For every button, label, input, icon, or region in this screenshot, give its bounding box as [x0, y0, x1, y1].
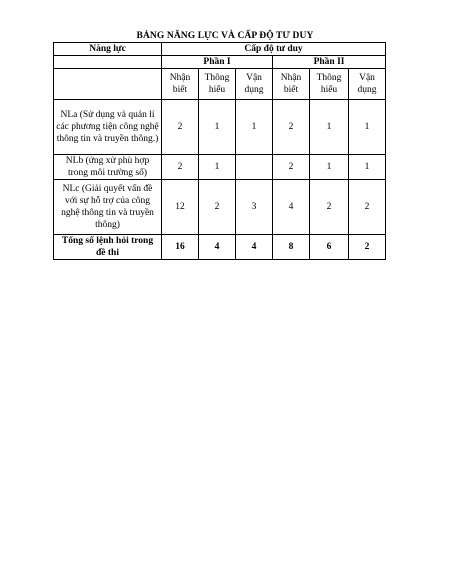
table-row — [54, 100, 386, 155]
value-cell: 2 — [349, 180, 386, 235]
row-label: NLb (ứng xử phù hợp trong môi trường số) — [54, 155, 162, 180]
subheader-cell: Vận dụng — [349, 69, 386, 100]
total-row — [54, 235, 386, 260]
value-cell: 2 — [273, 100, 310, 155]
value-cell: 2 — [199, 180, 236, 235]
total-cell: 4 — [199, 235, 236, 260]
value-cell: 1 — [310, 100, 349, 155]
row-label: NLa (Sử dụng và quản lí các phương tiện công nghệ thông tin và truyền thông.) — [54, 100, 162, 155]
total-cell: 8 — [273, 235, 310, 260]
total-cell: 2 — [349, 235, 386, 260]
table-row — [54, 180, 386, 235]
value-cell: 3 — [236, 180, 273, 235]
value-cell: 2 — [162, 100, 199, 155]
header-thinking-level: Cấp độ tư duy — [162, 43, 386, 56]
table-row — [54, 155, 386, 180]
competency-table — [53, 42, 386, 260]
table-title: BẢNG NĂNG LỰC VÀ CẤP ĐỘ TƯ DUY — [136, 31, 314, 41]
value-cell: 12 — [162, 180, 199, 235]
subheader-cell: Nhận biết — [273, 69, 310, 100]
value-cell: 4 — [273, 180, 310, 235]
total-cell: 6 — [310, 235, 349, 260]
value-cell: 1 — [236, 100, 273, 155]
subheader-cell: Nhận biết — [162, 69, 199, 100]
value-cell: 1 — [349, 155, 386, 180]
header-part-2: Phần II — [273, 56, 386, 69]
subheader-cell: Thông hiểu — [310, 69, 349, 100]
value-cell: 2 — [310, 180, 349, 235]
total-cell: 4 — [236, 235, 273, 260]
subheader-cell: Vận dụng — [236, 69, 273, 100]
header-empty-1 — [54, 56, 162, 69]
value-cell: 2 — [273, 155, 310, 180]
header-part-1: Phần I — [162, 56, 273, 69]
value-cell — [236, 155, 273, 180]
value-cell: 1 — [199, 100, 236, 155]
header-empty-2 — [54, 69, 162, 100]
subheader-cell: Thông hiểu — [199, 69, 236, 100]
value-cell: 2 — [162, 155, 199, 180]
total-label: Tổng số lệnh hỏi trong đề thi — [54, 235, 162, 260]
value-cell: 1 — [310, 155, 349, 180]
value-cell: 1 — [199, 155, 236, 180]
header-competency: Năng lực — [54, 43, 162, 56]
total-cell: 16 — [162, 235, 199, 260]
value-cell: 1 — [349, 100, 386, 155]
row-label: NLc (Giải quyết vấn đề với sự hỗ trợ của công nghệ thông tin và truyền thông) — [54, 180, 162, 235]
